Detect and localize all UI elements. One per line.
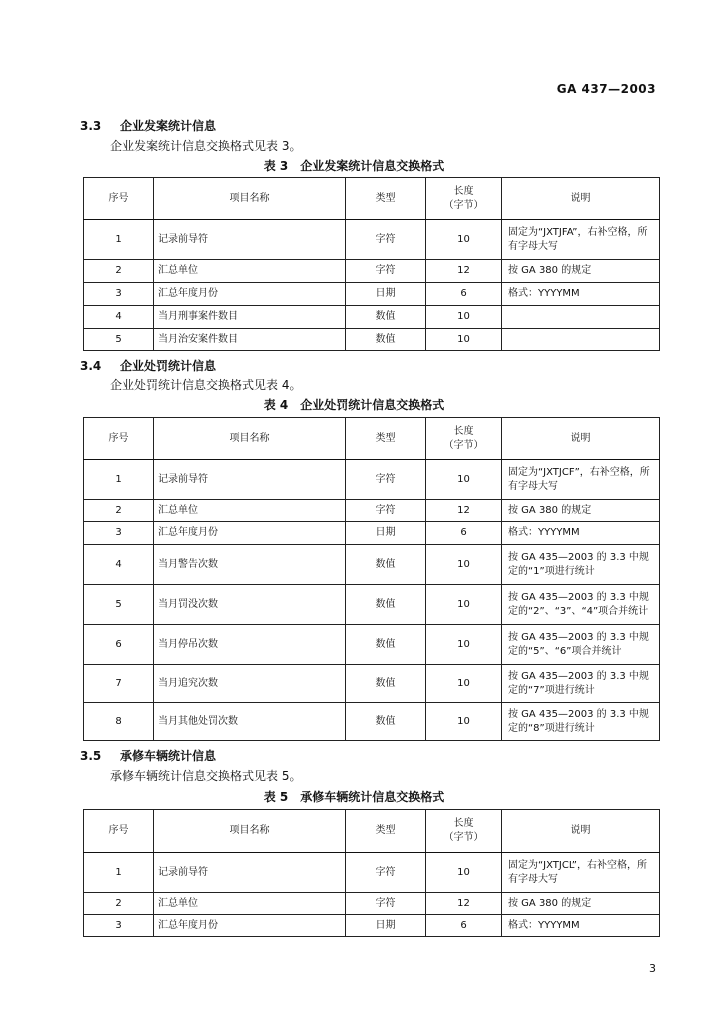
- table-3: [83, 177, 660, 351]
- table-row: 3 汇总年度月份 日期 6 格式：YYYYMM: [84, 522, 660, 545]
- table-row: 6 当月停吊次数 数值 10 按 GA 435—2003 的 3.3 中规定的“5”、“6”项合并统计: [84, 625, 660, 665]
- table-row: 2 汇总单位 字符 12 按 GA 380 的规定: [84, 260, 660, 283]
- table-4: [83, 417, 660, 741]
- page-number: 3: [649, 962, 656, 975]
- table-5: [83, 809, 660, 937]
- section-intro: 企业发案统计信息交换格式见表 3。: [110, 139, 302, 153]
- table-row: 3 汇总年度月份 日期 6 格式：YYYYMM: [84, 915, 660, 937]
- table-caption: 表 3 企业发案统计信息交换格式: [263, 159, 445, 173]
- section-intro: 承修车辆统计信息交换格式见表 5。: [110, 769, 302, 783]
- table-row: 5 当月罚没次数 数值 10 按 GA 435—2003 的 3.3 中规定的“2”、“3”、“4”项合并统计: [84, 585, 660, 625]
- table-caption: 表 5 承修车辆统计信息交换格式: [263, 790, 445, 804]
- table-caption: 表 4 企业处罚统计信息交换格式: [263, 398, 445, 412]
- table-header-row: 序号 项目名称 类型 长度 （字节） 说明: [84, 418, 660, 460]
- table-row: 2 汇总单位 字符 12 按 GA 380 的规定: [84, 893, 660, 915]
- table-header-row: 序号 项目名称 类型 长度 （字节） 说明: [84, 810, 660, 853]
- table-row: 3 汇总年度月份 日期 6 格式：YYYYMM: [84, 283, 660, 306]
- table-row: 1 记录前导符 字符 10 固定为“JXTJFA”，右补空格，所有字母大写: [84, 220, 660, 260]
- table-row: 5 当月治安案件数目 数值 10: [84, 329, 660, 351]
- table-row: 2 汇总单位 字符 12 按 GA 380 的规定: [84, 500, 660, 522]
- section-heading: 3.5 承修车辆统计信息: [80, 749, 217, 763]
- table-header-row: 序号 项目名称 类型 长度 （字节） 说明: [84, 178, 660, 220]
- section-heading: 3.4 企业处罚统计信息: [80, 359, 217, 373]
- table-row: 7 当月追究次数 数值 10 按 GA 435—2003 的 3.3 中规定的“7”项进行统计: [84, 665, 660, 703]
- table-row: 4 当月刑事案件数目 数值 10: [84, 306, 660, 329]
- standard-number: GA 437—2003: [556, 82, 656, 96]
- table-row: 1 记录前导符 字符 10 固定为“JXTJCF”，右补空格，所有字母大写: [84, 460, 660, 500]
- section-heading: 3.3 企业发案统计信息: [80, 119, 217, 133]
- table-row: 8 当月其他处罚次数 数值 10 按 GA 435—2003 的 3.3 中规定的“8”项进行统计: [84, 703, 660, 741]
- table-row: 1 记录前导符 字符 10 固定为“JXTJCL”，右补空格，所有字母大写: [84, 853, 660, 893]
- table-row: 4 当月警告次数 数值 10 按 GA 435—2003 的 3.3 中规定的“1”项进行统计: [84, 545, 660, 585]
- section-intro: 企业处罚统计信息交换格式见表 4。: [110, 378, 302, 392]
